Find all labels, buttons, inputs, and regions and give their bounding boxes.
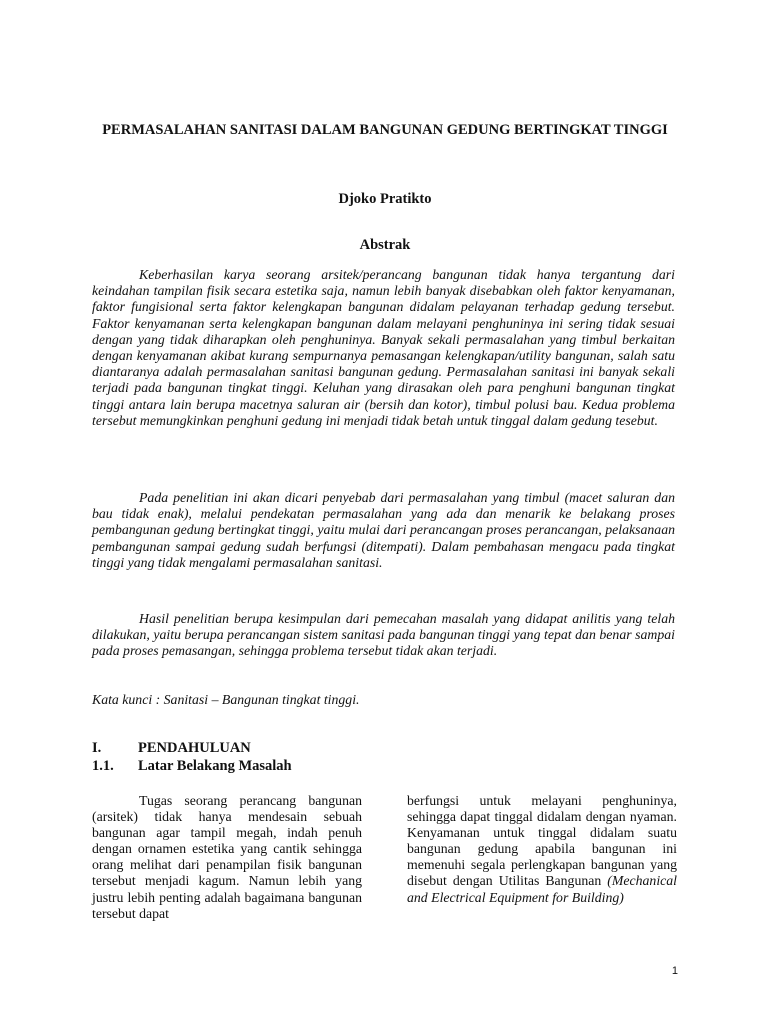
body-column-right-text: berfungsi untuk melayani penghuninya, sehingga dapat tinggal didalam dengan nyaman. Kenyamanan untuk tinggal didalam suatu bangunan gedung apabila bangunan ini memenuhi segala perlengkapan bangunan yang disebut dengan Utilitas Bangunan: [407, 793, 677, 889]
page-number: 1: [671, 965, 678, 977]
body-column-right-italic: (Mechanical and Electrical Equipment for Building): [407, 873, 678, 905]
abstract-paragraph-3: Hasil penelitian berupa kesimpulan dari pemecahan masalah yang didapat anilitis yang telah dilakukan, yaitu berupa perancangan sistem sanitasi pada bangunan tinggi yang tepat dan benar sampai pada proses pemasangan, sehingga problema tersebut tidak akan terjadi.: [92, 611, 675, 659]
section-heading: [92, 740, 251, 757]
abstract-paragraph-1: Keberhasilan karya seorang arsitek/perancang bangunan tidak hanya tergantung dari keindahan tampilan fisik secara estetika saja, namun lebih banyak disebabkan oleh faktor kenyamanan, faktor fungisional serta faktor kelengkapan bangunan didalam pelayanan terhadap gedung tersebut. Faktor kenyamanan serta kelengkapan bangunan dalam melayani penghuninya ini sering tidak sesuai dengan yang tidak diharapkan oleh penghuninya. Banyak sekali permasalahan yang timbul berkaitan dengan kenyamanan akibat kurang sempurnanya pemasangan kelengkapan/utility bangunan, salah satu diantaranya adalah permasalahan sanitasi bangunan gedung. Permasalahan sanitasi ini banyak sekali terjadi pada bangunan tingkat tinggi. Keluhan yang dirasakan oleh para penghuni bangunan tingkat tinggi antara lain berupa macetnya saluran air (bersih dan kotor), timbul polusi bau. Kedua problema tersebut memungkinkan penghuni gedung ini menjadi tidak betah untuk tinggal dalam gedung tesebut.: [92, 267, 675, 428]
abstract-heading: Abstrak: [359, 237, 411, 253]
section-number: I.: [92, 740, 102, 756]
body-column-left: Tugas seorang perancang bangunan (arsitek) tidak hanya mendesain sebuah bangunan agar tampil megah, indah penuh dengan ornamen estetika yang cantik sehingga orang melihat dari penampilan fisik bangunan tersebut menjadi kagum. Namun lebih yang justru lebih penting adalah bagaimana bangunan tersebut dapat: [92, 793, 362, 921]
body-column-right: [407, 793, 677, 906]
section-title: PENDAHULUAN: [138, 740, 251, 756]
subsection-number: 1.1.: [92, 758, 114, 774]
paper-title: PERMASALAHAN SANITASI DALAM BANGUNAN GEDUNG BERTINGKAT TINGGI: [102, 122, 668, 138]
subsection-heading: [92, 758, 292, 775]
author-name: Djoko Pratikto: [338, 191, 432, 207]
abstract-paragraph-2: Pada penelitian ini akan dicari penyebab dari permasalahan yang timbul (macet saluran dan bau tidak enak), melalui pendekatan permasalahan yang ada dan menarik ke belakang proses pembangunan gedung bertingkat tinggi, yaitu mulai dari perancangan proses perancangan, pelaksanaan pembangunan sampai gedung sudah berfungsi (ditempati). Dalam pembahasan mengacu pada tingkat tinggi yang tidak mengalami permasalahan sanitasi.: [92, 490, 675, 570]
keywords: Kata kunci : Sanitasi – Bangunan tingkat tinggi.: [92, 692, 360, 707]
subsection-title: Latar Belakang Masalah: [138, 758, 292, 774]
